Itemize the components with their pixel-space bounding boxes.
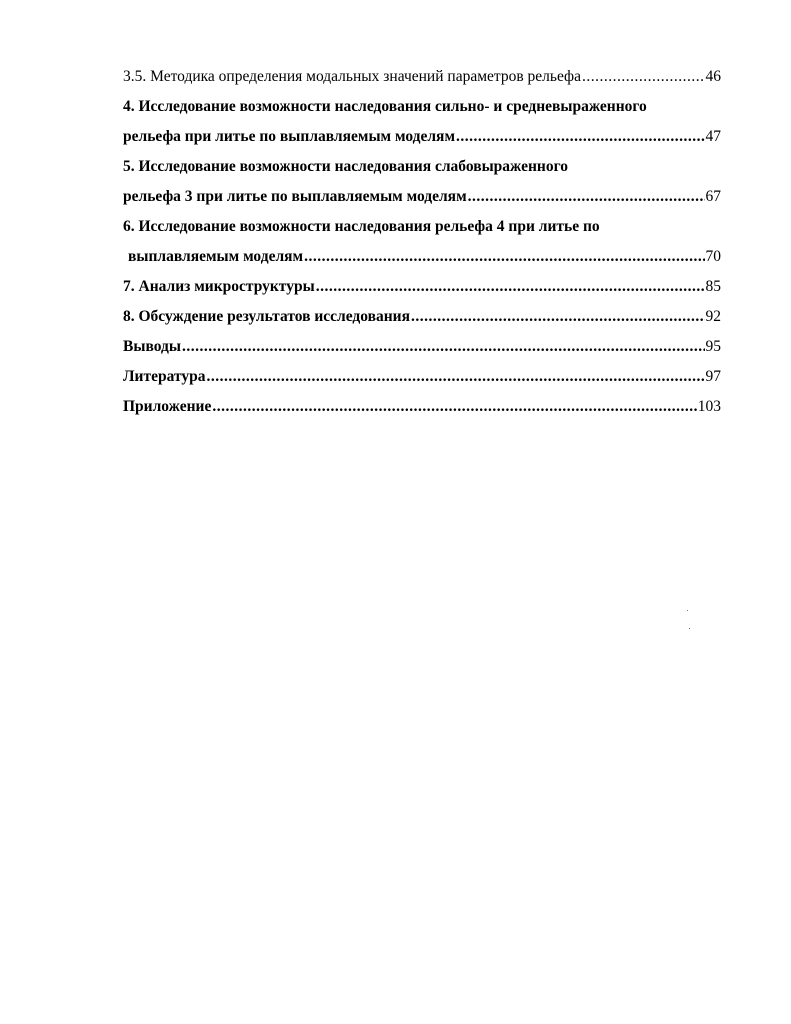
toc-line (123, 92, 721, 122)
toc-entry-appendix (123, 392, 721, 422)
toc-entry-title-continued: выплавляемым моделям (128, 248, 304, 265)
dot-leader (411, 302, 705, 332)
dot-leader (456, 122, 704, 152)
toc-line (123, 302, 721, 332)
toc-page-number: 85 (705, 278, 721, 295)
toc-entry-title: Приложение (123, 398, 212, 415)
scan-speck (689, 628, 690, 629)
toc-line (123, 182, 721, 212)
toc-line (123, 242, 721, 272)
toc-entry-title: 4. Исследование возможности наследования сильно- и средневыраженного (123, 98, 647, 115)
toc-page-number: 92 (705, 308, 721, 325)
toc-entry-5 (123, 152, 721, 212)
scan-speck (687, 610, 688, 611)
toc-entry-title: Литература (123, 368, 206, 385)
dot-leader (212, 392, 696, 422)
toc-page-number: 46 (705, 68, 721, 85)
dot-leader (582, 62, 705, 92)
toc-entry-4 (123, 92, 721, 152)
toc-entry-6 (123, 212, 721, 272)
toc-line (123, 332, 721, 362)
toc-page-number: 70 (705, 248, 721, 265)
toc-line (123, 62, 721, 92)
dot-leader (182, 332, 705, 362)
toc-entry-conclusions (123, 332, 721, 362)
toc-entry-title: 5. Исследование возможности наследования слабовыраженного (123, 158, 568, 175)
toc-entry-title-continued: рельефа 3 при литье по выплавляемым моделям (123, 188, 467, 205)
toc-entry-title-continued: рельефа при литье по выплавляемым моделям (123, 128, 456, 145)
toc-entry-title: 6. Исследование возможности наследования рельефа 4 при литье по (123, 218, 600, 235)
toc-line (123, 272, 721, 302)
toc-line (123, 392, 721, 422)
toc-entry-title: Выводы (123, 338, 181, 355)
toc-line (123, 212, 721, 242)
toc-entry-title: 8. Обсуждение результатов исследования (123, 308, 410, 325)
toc-page-number: 103 (697, 398, 721, 415)
toc-page-number: 47 (705, 128, 721, 145)
dot-leader (206, 362, 704, 392)
toc-entry-title: 3.5. Методика определения модальных значений параметров рельефа (123, 68, 581, 85)
dot-leader (468, 182, 705, 212)
toc-entry-literature (123, 362, 721, 392)
toc-entry-3-5 (123, 62, 721, 92)
toc-entry-title: 7. Анализ микроструктуры (123, 278, 315, 295)
toc-line (123, 122, 721, 152)
toc-page-number: 97 (705, 368, 721, 385)
toc-entry-8 (123, 302, 721, 332)
dot-leader (316, 272, 705, 302)
table-of-contents (123, 62, 721, 422)
toc-entry-7 (123, 272, 721, 302)
toc-line (123, 152, 721, 182)
toc-page-number: 67 (705, 188, 721, 205)
toc-page-number: 95 (705, 338, 721, 355)
dot-leader (304, 242, 704, 272)
toc-line (123, 362, 721, 392)
